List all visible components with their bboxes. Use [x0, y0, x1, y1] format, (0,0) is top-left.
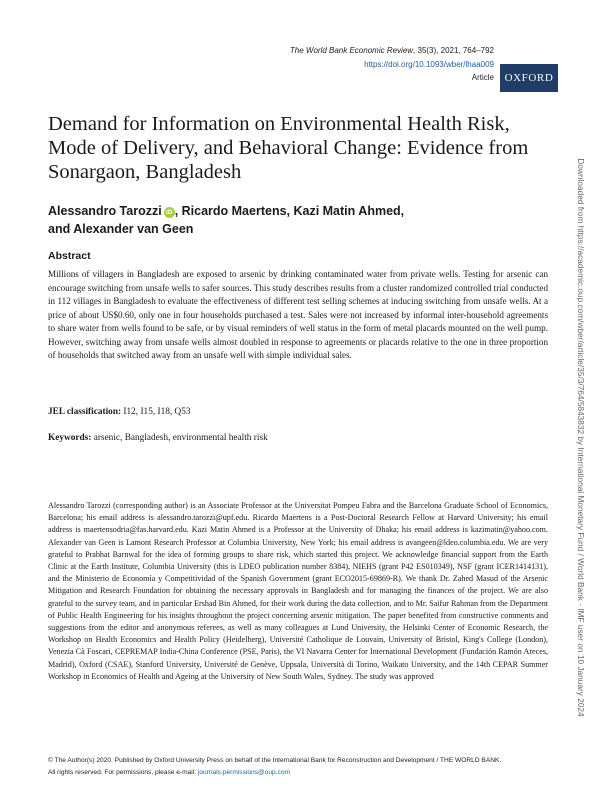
- journal-name: The World Bank Economic Review: [289, 46, 414, 55]
- journal-header: [290, 44, 494, 85]
- permissions-text: All rights reserved. For permissions, please e-mail:: [48, 769, 198, 776]
- oxford-logo: OXFORD: [500, 64, 558, 92]
- jel-classification: [48, 406, 548, 419]
- orcid-icon[interactable]: iD: [164, 207, 175, 218]
- author-name-last: and Alexander van Geen: [48, 222, 194, 236]
- download-note-text: Downloaded from https://academic.oup.com/wber/article/35/3/764/5843832 by International Monetary Fund / World Bank - IMF user on 10 January 2024: [576, 158, 586, 717]
- journal-citation: [290, 44, 494, 58]
- download-note: [574, 95, 587, 780]
- copyright-notice: [48, 755, 558, 779]
- doi-link[interactable]: https://doi.org/10.1093/wber/lhaa009: [364, 59, 494, 69]
- keywords-value: arsenic, Bangladesh, environmental health risk: [91, 433, 268, 443]
- permissions-email-link[interactable]: journals.permissions@oup.com: [197, 769, 290, 776]
- journal-volume: , 35(3), 2021, 764–792: [413, 46, 494, 55]
- author-list: [48, 202, 548, 238]
- article-title: Demand for Information on Environmental Health Risk, Mode of Delivery, and Behavioral Change: Evidence from Sonargaon, Bangladesh: [48, 113, 529, 183]
- author-names: , Ricardo Maertens, Kazi Matin Ahmed,: [174, 204, 405, 218]
- abstract-heading: Abstract: [48, 250, 91, 262]
- author-footnote: Alessandro Tarozzi (corresponding author) is an Associate Professor at the Universitat Pompeu Fabra and the Barcelona Graduate School of Economics, Barcelona; his email address is alessandro.tarozzi@upf.edu. Ricardo Maertens is a Post-Doctoral Research Fellow at Harvard University; his email address is maertensodria@fas.harvard.edu. Kazi Matin Ahmed is a Professor at the University of Dhaka; his email address is kazimatin@yahoo.com. Alexander van Geen is Lamont Research Professor at Columbia University, New York; his email address is avangeen@ldeo.columbia.edu. We are very grateful to Prabhat Barnwal for the idea of forming groups to share risk, which started this project. We acknowledge financial support from the Earth Clinic at the Earth Institute, Columbia University (this is LDEO publication number 8384), NIEHS (grant P42 ES010349), NSF (grant ICER1414131), and the Ministerio de Economía y Competitividad of the Spanish Government (grant ECO2015-69869-R). We thank Dr. Zahed Masud of the Arsenic Mitigation and Research Foundation for obtaining the necessary approvals in Bangladesh and for managing the finances of the project. We are also grateful to the survey team, and in particular Ershad Bin Ahmed, for their work during the data collection, and to Mr. Saifur Rahman from the Department of Public Health Engineering for his insights throughout the project concerning arsenic mitigation. The paper benefited from constructive comments and suggestions from the editor and anonymous referees, as well as many colleagues at Lund University, the Helsinki Center of Economic Research, the Workshop on Health Economics and Health Policy (Heidelberg), Université Catholique de Louvain, University of Bristol, King's College (London), Venezia Cà Foscari, CEPREMAP India-China Conference (PSE, Paris), the VI Navarra Center for International Development (Fundación Ramón Areces, Madrid), Oxford (CSAE), Stanford University, Université de Genève, Uppsala, Università di Torino, Waikato University, and the 14th CEPAR Summer Workshop in Economics of Health and Ageing at the University of New South Wales, Sydney. The study was approved: [48, 501, 548, 681]
- article-type: Article: [471, 73, 494, 82]
- keywords: [48, 432, 548, 445]
- keywords-label: Keywords:: [48, 433, 92, 443]
- jel-label: JEL classification:: [48, 407, 122, 417]
- permissions-line: [48, 767, 558, 779]
- copyright-line: © The Author(s) 2020. Published by Oxford University Press on behalf of the International Bank for Reconstruction and Development / THE WORLD BANK.: [48, 757, 502, 764]
- author-name: Alessandro Tarozzi: [48, 204, 162, 218]
- jel-value: I12, I15, I18, Q53: [121, 407, 191, 417]
- abstract-text: Millions of villagers in Bangladesh are exposed to arsenic by drinking contaminated water from private wells. Testing for arsenic can encourage switching from unsafe wells to safer sources. This study describes results from a cluster randomized controlled trial conducted in 112 villages in Bangladesh to evaluate the effectiveness of different test selling schemes at inducing switching from unsafe wells. At a price of about US$0.60, only one in four households purchased a test. Sales were not increased by informal inter-household agreements to share water from wells found to be safe, or by visual reminders of well status in the form of metal placards mounted on the well pump. However, switching away from unsafe wells almost doubled in response to agreements or placards relative to the one in three proportion of households that switched away from an unsafe well with simple individual sales.: [48, 269, 548, 360]
